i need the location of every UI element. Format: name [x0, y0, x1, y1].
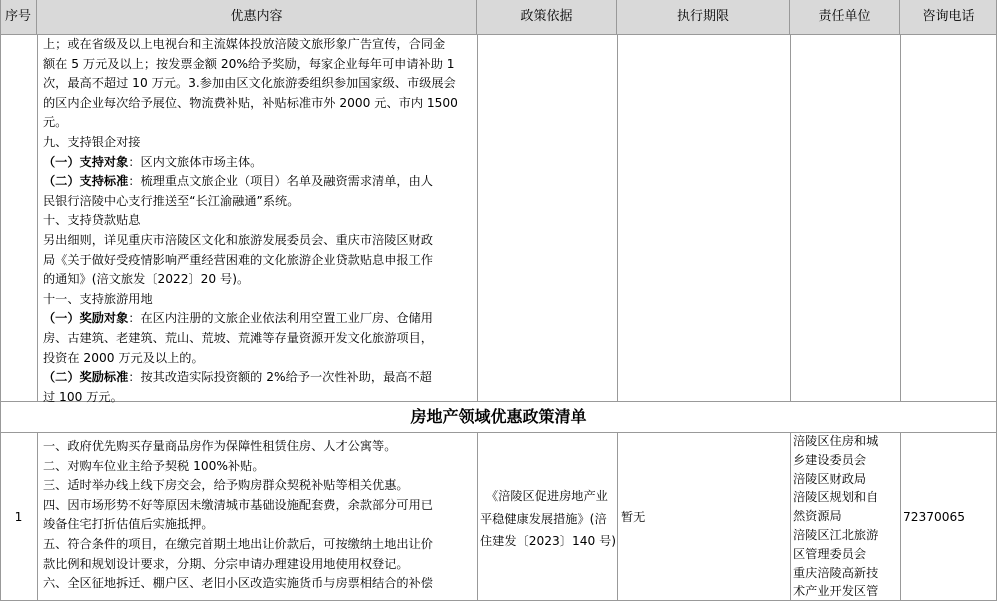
text-line: 的通知》(涪文旅发〔2022〕20 号)。 [43, 272, 250, 287]
row-period: 暂无 [621, 510, 646, 524]
text-line: 重庆涪陵高新技 [793, 565, 879, 580]
text-line: 款比例和规划设计要求，分期、分宗申请办理建设用地使用权登记。 [43, 556, 409, 571]
row-unit-cell [793, 432, 899, 601]
text-line: 投资在 2000 万元及以上的。 [43, 350, 204, 365]
bold-label: （一）支持对象 [43, 154, 129, 169]
bold-label: （二）支持标准 [43, 174, 129, 189]
bold-label: （二）奖励标准 [43, 370, 129, 385]
text-span: ：梳理重点文旅企业（项目）名单及融资需求清单，由人 [128, 174, 433, 189]
text-line: 一、政府优先购买存量商品房作为保障性租赁住房、人才公寓等。 [43, 439, 397, 453]
text-line: 的区内企业每次给予展位、物流费补贴，补贴标准市外 2000 元、市内 1500 [43, 95, 458, 110]
text-span: ：在区内注册的文旅企业依法利用空置工业厂房、仓储用 [128, 311, 433, 326]
text-span: ：按其改造实际投资额的 2%给予一次性补助，最高不超 [128, 370, 432, 385]
text-line: 三、适时举办线上线下房交会，给予购房群众契税补贴等相关优惠。 [43, 478, 409, 493]
header-phone: 咨询电话 [922, 9, 975, 24]
text-line: 《涪陵区促进房地产业 [486, 489, 608, 503]
text-line: 额在 5 万元及以上；按发票金额 20%给予奖励，每家企业每年可申请补助 1 [43, 56, 455, 71]
text-line: 另出细则，详见重庆市涪陵区文化和旅游发展委员会、重庆市涪陵区财政 [43, 232, 433, 247]
text-line: 九、支持银企对接 [43, 134, 141, 149]
row-content-cell [43, 437, 473, 594]
text-line: 涪陵区江北旅游 [793, 527, 879, 542]
text-line [43, 153, 473, 173]
text-line [43, 309, 473, 329]
text-line: 房、古建筑、老建筑、荒山、荒坡、荒滩等存量资源开发文化旅游项目， [43, 330, 433, 345]
text-line: 竣备住宅打折估值后实施抵押。 [43, 517, 214, 532]
text-line: 然资源局 [793, 509, 842, 524]
text-line: 上；或在省级及以上电视台和主流媒体投放涪陵文旅形象广告宣传，合同金 [43, 37, 446, 51]
header-content: 优惠内容 [37, 0, 477, 34]
text-line: 六、全区征地拆迁、棚户区、老旧小区改造实施货币与房票相结合的补偿 [43, 576, 433, 591]
text-line: 十一、支持旅游用地 [43, 291, 153, 306]
bold-label: （一）奖励对象 [43, 311, 129, 326]
text-line: 元。 [43, 115, 68, 130]
text-span: ：区内文旅体市场主体。 [128, 154, 263, 169]
header-period: 执行期限 [617, 0, 790, 34]
text-line: 民银行涪陵中心支行推送至“长江渝融通”系统。 [43, 193, 300, 208]
text-line: 涪陵区财政局 [793, 471, 867, 486]
row-basis-cell [480, 487, 616, 552]
top-content-cell [43, 35, 473, 407]
text-line [43, 172, 473, 192]
text-line: 十、支持贷款贴息 [43, 213, 141, 228]
text-line: 过 100 万元。 [43, 389, 123, 404]
text-line: 术产业开发区管 [793, 584, 879, 599]
text-line: 乡建设委员会 [793, 452, 867, 467]
text-line: 次，最高不超过 10 万元。3.参加由区文化旅游委组织参加国家级、市级展会 [43, 76, 456, 91]
text-line: 平稳健康发展措施》(涪 [480, 511, 607, 526]
header-unit: 责任单位 [790, 0, 900, 34]
text-line: 住建发〔2023〕140 号) [480, 534, 617, 549]
text-line: 四、因市场形势不好等原因未缴清城市基础设施配套费，余款部分可用已 [43, 497, 433, 512]
text-line: 局《关于做好受疫情影响严重经营困难的文化旅游企业贷款贴息申报工作 [43, 252, 433, 267]
table-header [0, 0, 997, 35]
header-seq: 序号 [0, 0, 37, 34]
text-line: 涪陵区住房和城 [793, 434, 879, 448]
section-title: 房地产领域优惠政策清单 [410, 407, 587, 426]
row-seq: 1 [14, 510, 23, 524]
text-line: 区管理委员会 [793, 546, 867, 561]
text-line [43, 368, 473, 388]
row-phone: 72370065 [903, 510, 966, 524]
text-line: 五、符合条件的项目，在缴完首期土地出让价款后，可按缴纳土地出让价 [43, 536, 433, 551]
text-line: 涪陵区规划和自 [793, 490, 879, 505]
text-line: 二、对购车位业主给予契税 100%补贴。 [43, 458, 265, 473]
header-basis: 政策依据 [477, 0, 617, 34]
